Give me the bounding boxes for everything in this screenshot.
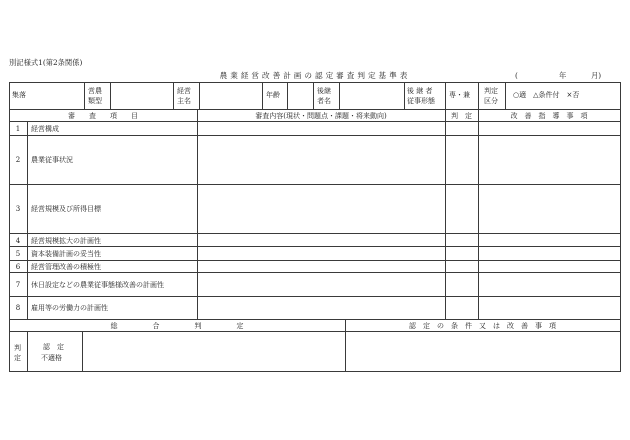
item-number: 1 bbox=[15, 125, 21, 133]
futekikaku-option: 不適格 bbox=[41, 354, 62, 362]
item-number: 8 bbox=[15, 304, 21, 312]
rule-h bbox=[9, 331, 621, 332]
item-label: 経営構成 bbox=[31, 125, 59, 133]
senken-label: 専・兼 bbox=[449, 91, 470, 99]
koukeisha-label-2: 従事形態 bbox=[407, 97, 435, 105]
item-label: 雇用等の労働力の計画性 bbox=[31, 304, 108, 312]
conditions-header: 認 定 の 条 件 又 は 改 善 事 項 bbox=[409, 322, 556, 330]
item-number: 2 bbox=[15, 156, 21, 164]
rule-h bbox=[9, 109, 621, 110]
item-label: 経営規模拡大の計画性 bbox=[31, 237, 101, 245]
rule-v bbox=[82, 331, 83, 371]
item-number: 6 bbox=[15, 263, 21, 271]
rule-v bbox=[27, 121, 28, 319]
rule-v bbox=[505, 82, 506, 109]
eino-label-1: 営農 bbox=[88, 87, 102, 95]
item-label: 経営規模及び所得目標 bbox=[31, 205, 101, 213]
rule-v bbox=[339, 82, 340, 109]
item-number: 3 bbox=[15, 205, 21, 213]
date-month: 月) bbox=[591, 71, 602, 80]
date-year: 年 bbox=[559, 71, 567, 80]
shuraku-label: 集落 bbox=[12, 91, 26, 99]
rule-v bbox=[173, 82, 174, 109]
rule-h bbox=[9, 246, 621, 247]
rule-h bbox=[9, 82, 621, 83]
form-label: 別記様式1(第2条関係) bbox=[9, 58, 83, 67]
rule-v bbox=[404, 82, 405, 109]
rule-v bbox=[445, 109, 446, 319]
rule-h bbox=[9, 296, 621, 297]
column-items: 審 査 項 目 bbox=[68, 112, 138, 120]
koukei-label-1: 後継 bbox=[317, 87, 331, 95]
rule-h bbox=[9, 260, 621, 261]
rule-v bbox=[478, 109, 479, 319]
rule-v bbox=[478, 82, 479, 109]
item-number: 4 bbox=[15, 237, 21, 245]
kubun-options: ○適 △条件付 ×否 bbox=[513, 91, 580, 99]
keiei-label-1: 経営 bbox=[177, 87, 191, 95]
rule-h bbox=[9, 233, 621, 234]
rule-h bbox=[9, 319, 621, 320]
page-title: 農業経営改善計画の認定審査判定基準表 bbox=[219, 71, 411, 80]
nintei-option: 認 定 bbox=[43, 343, 64, 351]
koukei-label-2: 者名 bbox=[317, 97, 331, 105]
column-judgment: 判 定 bbox=[451, 112, 472, 120]
rule-h bbox=[9, 121, 621, 122]
nenrei-label: 年齢 bbox=[266, 91, 280, 99]
hantei-kubun-label-1: 判定 bbox=[484, 87, 498, 95]
rule-v bbox=[199, 82, 200, 109]
rule-v bbox=[262, 82, 263, 109]
rule-v bbox=[620, 82, 621, 372]
column-content: 審査内容(現状・問題点・課題・将来動向) bbox=[255, 112, 387, 120]
rule-h bbox=[9, 371, 621, 372]
item-number: 7 bbox=[15, 281, 21, 289]
rule-h bbox=[9, 272, 621, 273]
item-label: 休日設定などの農業従事態様改善の計画性 bbox=[31, 281, 164, 289]
rule-v bbox=[197, 109, 198, 319]
rule-v bbox=[313, 82, 314, 109]
rule-h bbox=[9, 135, 621, 136]
hantei-label-1: 判 bbox=[14, 344, 21, 352]
rule-v bbox=[84, 82, 85, 109]
rule-h bbox=[9, 184, 621, 185]
rule-v bbox=[27, 331, 28, 371]
column-guidance: 改 善 指 導 事 項 bbox=[510, 112, 588, 120]
koukeisha-label-1: 後 継 者 bbox=[407, 87, 433, 95]
overall-judgment-header: 総 合 判 定 bbox=[110, 322, 244, 330]
rule-v bbox=[110, 82, 111, 109]
item-label: 農業従事状況 bbox=[31, 156, 73, 164]
item-label: 経営管理改善の積極性 bbox=[31, 263, 101, 271]
item-number: 5 bbox=[15, 250, 21, 258]
keiei-label-2: 主名 bbox=[177, 97, 191, 105]
hantei-kubun-label-2: 区分 bbox=[484, 97, 498, 105]
item-label: 資本装備計画の妥当性 bbox=[31, 250, 101, 258]
rule-v bbox=[445, 82, 446, 109]
eino-label-2: 類型 bbox=[88, 97, 102, 105]
rule-v bbox=[287, 82, 288, 109]
hantei-label-2: 定 bbox=[14, 354, 21, 362]
date-open: ( bbox=[515, 71, 518, 80]
